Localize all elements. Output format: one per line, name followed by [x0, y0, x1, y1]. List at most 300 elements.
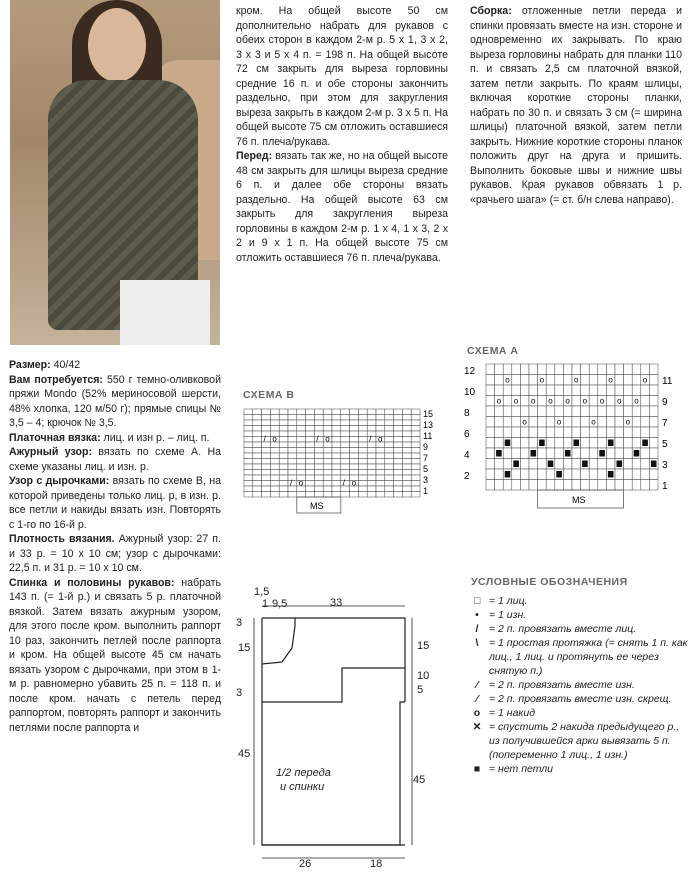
- grid-cell: [581, 448, 590, 459]
- legend-item: ⁄ = 2 п. провязать вместе изн. скрещ.: [465, 692, 690, 706]
- grid-cell: [358, 448, 367, 454]
- grid-cell: [598, 438, 607, 449]
- grid-cell: [270, 481, 279, 487]
- grid-cell: [262, 448, 271, 454]
- grid-cell: [555, 448, 564, 459]
- text-column-1: [9, 358, 221, 735]
- grid-cell: [402, 481, 411, 487]
- grid-cell: [411, 448, 420, 454]
- stitch-symbol: o: [531, 396, 536, 406]
- grid-cell: [529, 469, 538, 480]
- grid-cell: [297, 437, 306, 443]
- grid-cell: [358, 431, 367, 437]
- grid-cell: [632, 427, 641, 438]
- stitch-symbol: o: [608, 375, 613, 385]
- no-stitch-mark: [582, 461, 588, 468]
- grid-cell: [402, 459, 411, 465]
- grid-cell: [306, 431, 315, 437]
- front-heading: Перед:: [236, 150, 273, 162]
- grid-cell: [581, 480, 590, 491]
- stitch-symbol: o: [582, 396, 588, 406]
- grid-cell: [323, 415, 332, 421]
- grid-cell: [306, 459, 315, 465]
- grid-cell: [244, 426, 253, 432]
- grid-cell: [314, 464, 323, 470]
- grid-cell: [538, 364, 547, 375]
- grid-cell: [332, 475, 341, 481]
- legend-item: o = 1 накид: [465, 706, 690, 720]
- grid-cell: [332, 420, 341, 426]
- grid-cell: [376, 453, 385, 459]
- grid-cell: [288, 448, 297, 454]
- row-number: 11: [662, 376, 673, 387]
- back-text-continued: кром. На общей высоте 50 см дополнительно набрать для рукавов с обеих сторон в каждом 2-м р. 5 х 1, 3 х 2, 3 х 3 и 5 х 4 п. = 198 п. На общей высоте 72 см закрыть для выреза горловины средние 16 п. и обе стороны закончить раздельно, при этом для закругления выреза закрыть в каждом 2-м р. 3 х 5 п. На общей высоте 75 см отложить оставшиеся 76 п. плеча/рукава.: [236, 5, 448, 148]
- grid-cell: [297, 420, 306, 426]
- grid-cell: [495, 385, 504, 396]
- grid-cell: [350, 409, 359, 415]
- grid-cell: [555, 406, 564, 417]
- stitch-symbol: o: [513, 396, 519, 406]
- grid-cell: [598, 364, 607, 375]
- grid-cell: [589, 385, 598, 396]
- grid-cell: [503, 364, 512, 375]
- grid-cell: [323, 492, 332, 498]
- grid-cell: [411, 409, 420, 415]
- grid-cell: [244, 409, 253, 415]
- grid-cell: [341, 464, 350, 470]
- no-stitch-mark: [565, 450, 571, 457]
- grid-cell: [253, 426, 262, 432]
- grid-cell: [270, 470, 279, 476]
- grid-cell: [350, 420, 359, 426]
- grid-cell: [546, 375, 555, 386]
- grid-cell: [641, 364, 650, 375]
- grid-cell: [279, 453, 288, 459]
- grid-cell: [394, 431, 403, 437]
- grid-cell: [306, 481, 315, 487]
- grid-cell: [358, 492, 367, 498]
- grid-cell: [297, 431, 306, 437]
- no-stitch-mark: [651, 461, 657, 468]
- grid-cell: [341, 470, 350, 476]
- grid-cell: [538, 385, 547, 396]
- row-number: 2: [464, 471, 470, 482]
- grid-cell: [314, 459, 323, 465]
- stitch-symbol: o: [505, 375, 510, 385]
- grid-cell: [589, 459, 598, 470]
- back-heading: Спинка и половины рукавов:: [9, 576, 175, 589]
- grid-cell: [411, 453, 420, 459]
- eyelet-heading: Узор с дырочками:: [9, 475, 110, 487]
- grid-cell: [341, 426, 350, 432]
- grid-cell: [297, 464, 306, 470]
- grid-cell: [649, 438, 658, 449]
- eyelet-text: вязать по схеме В, на которой приведены только лиц. р, в изн. р. все петли и накиды вязать изн. Повторять с 1-го по 16-й р.: [9, 475, 221, 531]
- grid-cell: [385, 492, 394, 498]
- grid-cell: [641, 459, 650, 470]
- grid-cell: [385, 415, 394, 421]
- row-number: 7: [423, 453, 429, 463]
- grid-cell: [512, 448, 521, 459]
- grid-cell: [555, 375, 564, 386]
- grid-cell: [332, 481, 341, 487]
- grid-cell: [270, 420, 279, 426]
- grid-cell: [279, 464, 288, 470]
- grid-cell: [520, 375, 529, 386]
- row-number: 13: [423, 420, 434, 430]
- dim-45-left: 45: [238, 748, 251, 760]
- stitch-symbol: o: [574, 375, 579, 385]
- drop-yo-icon: ✕: [472, 721, 482, 733]
- grid-cell: [529, 406, 538, 417]
- no-stitch-mark: [548, 461, 554, 468]
- stitch-symbol: o: [325, 434, 330, 444]
- k2tog-icon: /: [475, 623, 479, 635]
- grid-cell: [641, 417, 650, 428]
- knit-icon: □: [473, 595, 481, 607]
- row-number: 5: [662, 439, 668, 450]
- grid-cell: [350, 492, 359, 498]
- grid-cell: [503, 480, 512, 491]
- grid-cell: [402, 431, 411, 437]
- grid-cell: [279, 409, 288, 415]
- grid-cell: [503, 406, 512, 417]
- grid-cell: [529, 480, 538, 491]
- grid-cell: [376, 470, 385, 476]
- grid-cell: [244, 442, 253, 448]
- no-stitch-mark: [539, 440, 545, 447]
- grid-cell: [529, 459, 538, 470]
- grid-cell: [641, 448, 650, 459]
- grid-cell: [589, 469, 598, 480]
- repeat-label: MS: [310, 501, 324, 511]
- grid-cell: [563, 417, 572, 428]
- grid-cell: [546, 417, 555, 428]
- grid-cell: [606, 364, 615, 375]
- grid-cell: [394, 437, 403, 443]
- grid-cell: [598, 469, 607, 480]
- grid-cell: [598, 417, 607, 428]
- grid-cell: [411, 475, 420, 481]
- grid-cell: [624, 375, 633, 386]
- grid-cell: [606, 385, 615, 396]
- grid-cell: [538, 469, 547, 480]
- grid-cell: [314, 481, 323, 487]
- lace-heading: Ажурный узор:: [9, 446, 92, 458]
- no-stitch-mark: [505, 440, 511, 447]
- grid-cell: [297, 415, 306, 421]
- grid-cell: [394, 453, 403, 459]
- grid-cell: [332, 415, 341, 421]
- text-column-3: [470, 4, 682, 207]
- grid-cell: [332, 448, 341, 454]
- grid-cell: [649, 364, 658, 375]
- grid-cell: [555, 459, 564, 470]
- grid-cell: [244, 420, 253, 426]
- grid-cell: [520, 427, 529, 438]
- grid-cell: [253, 431, 262, 437]
- legend-title: УСЛОВНЫЕ ОБОЗНАЧЕНИЯ: [471, 576, 628, 588]
- grid-cell: [262, 492, 271, 498]
- grid-cell: [394, 464, 403, 470]
- grid-cell: [385, 448, 394, 454]
- grid-cell: [615, 469, 624, 480]
- grid-cell: [385, 453, 394, 459]
- grid-cell: [606, 427, 615, 438]
- grid-cell: [367, 415, 376, 421]
- grid-cell: [411, 442, 420, 448]
- grid-cell: [563, 385, 572, 396]
- grid-cell: [306, 486, 315, 492]
- stitch-symbol: o: [625, 417, 631, 427]
- grid-cell: [306, 470, 315, 476]
- grid-cell: [411, 486, 420, 492]
- row-number: 4: [464, 450, 470, 461]
- grid-cell: [270, 453, 279, 459]
- grid-cell: [520, 480, 529, 491]
- grid-cell: [632, 469, 641, 480]
- grid-cell: [649, 469, 658, 480]
- grid-cell: [486, 417, 495, 428]
- grid-cell: [297, 426, 306, 432]
- grid-cell: [520, 385, 529, 396]
- grid-cell: [581, 438, 590, 449]
- grid-cell: [495, 438, 504, 449]
- stitch-symbol: o: [634, 396, 639, 406]
- grid-cell: [641, 396, 650, 407]
- dim-3-top: 3: [236, 617, 243, 629]
- grid-cell: [367, 409, 376, 415]
- grid-cell: [262, 459, 271, 465]
- grid-cell: [323, 481, 332, 487]
- grid-cell: [394, 486, 403, 492]
- grid-cell: [563, 406, 572, 417]
- grid-cell: [323, 475, 332, 481]
- grid-cell: [244, 470, 253, 476]
- grid-cell: [350, 415, 359, 421]
- grid-cell: [394, 475, 403, 481]
- grid-cell: [332, 437, 341, 443]
- grid-cell: [546, 480, 555, 491]
- grid-cell: [598, 406, 607, 417]
- grid-cell: [314, 426, 323, 432]
- garter-heading: Платочная вязка:: [9, 431, 101, 444]
- row-number: 15: [423, 409, 434, 419]
- grid-cell: [314, 453, 323, 459]
- grid-cell: [314, 409, 323, 415]
- grid-cell: [649, 375, 658, 386]
- row-number: 12: [464, 366, 476, 377]
- stitch-symbol: o: [556, 417, 562, 427]
- grid-cell: [376, 459, 385, 465]
- legend-item: • = 1 изн.: [465, 608, 690, 622]
- grid-cell: [323, 459, 332, 465]
- grid-cell: [279, 486, 288, 492]
- grid-cell: [589, 364, 598, 375]
- grid-cell: [402, 464, 411, 470]
- grid-cell: [244, 431, 253, 437]
- grid-cell: [486, 396, 495, 407]
- grid-cell: [581, 427, 590, 438]
- grid-cell: [563, 469, 572, 480]
- dim-1: 1: [262, 598, 269, 610]
- legend-item: □ = 1 лиц.: [465, 594, 690, 608]
- grid-cell: [385, 437, 394, 443]
- grid-cell: [279, 442, 288, 448]
- grid-cell: [486, 385, 495, 396]
- grid-cell: [332, 426, 341, 432]
- grid-cell: [385, 426, 394, 432]
- grid-cell: [624, 427, 633, 438]
- grid-cell: [572, 406, 581, 417]
- grid-cell: [615, 406, 624, 417]
- grid-cell: [649, 417, 658, 428]
- grid-cell: [279, 431, 288, 437]
- grid-cell: [615, 417, 624, 428]
- grid-cell: [402, 442, 411, 448]
- row-number: 5: [423, 464, 429, 474]
- grid-cell: [538, 480, 547, 491]
- grid-cell: [563, 480, 572, 491]
- grid-cell: [563, 459, 572, 470]
- grid-cell: [394, 415, 403, 421]
- grid-cell: [297, 459, 306, 465]
- grid-cell: [402, 420, 411, 426]
- grid-cell: [376, 409, 385, 415]
- grid-cell: [358, 475, 367, 481]
- grid-cell: [624, 480, 633, 491]
- assembly-heading: Сборка:: [470, 5, 512, 17]
- grid-cell: [598, 459, 607, 470]
- grid-cell: [615, 375, 624, 386]
- grid-cell: [323, 426, 332, 432]
- grid-cell: [503, 396, 512, 407]
- stitch-symbol: o: [539, 375, 545, 385]
- grid-cell: [589, 396, 598, 407]
- grid-cell: [262, 464, 271, 470]
- no-stitch-mark: [496, 450, 502, 457]
- grid-cell: [358, 470, 367, 476]
- schema-a-title: СХЕМА А: [467, 345, 519, 357]
- grid-cell: [350, 442, 359, 448]
- grid-cell: [624, 406, 633, 417]
- grid-cell: [288, 420, 297, 426]
- grid-cell: [244, 459, 253, 465]
- stitch-symbol: o: [548, 396, 553, 406]
- grid-cell: [244, 475, 253, 481]
- grid-cell: [598, 427, 607, 438]
- row-number: 6: [464, 429, 470, 440]
- model-face: [88, 8, 146, 82]
- grid-cell: [358, 437, 367, 443]
- grid-cell: [306, 426, 315, 432]
- stitch-symbol: o: [599, 396, 605, 406]
- grid-cell: [279, 459, 288, 465]
- grid-cell: [411, 415, 420, 421]
- grid-cell: [341, 459, 350, 465]
- grid-cell: [402, 426, 411, 432]
- grid-cell: [332, 442, 341, 448]
- grid-cell: [323, 409, 332, 415]
- grid-cell: [495, 469, 504, 480]
- grid-cell: [297, 448, 306, 454]
- dim-5: 5: [417, 684, 424, 696]
- grid-cell: [486, 459, 495, 470]
- dim-18: 18: [370, 858, 383, 870]
- grid-cell: [376, 426, 385, 432]
- grid-cell: [253, 442, 262, 448]
- dim-3-bottom: 3: [236, 687, 243, 699]
- stitch-symbol: o: [378, 434, 383, 444]
- grid-cell: [563, 364, 572, 375]
- grid-cell: [306, 464, 315, 470]
- row-number: 11: [423, 431, 433, 441]
- grid-cell: [279, 481, 288, 487]
- grid-cell: [253, 464, 262, 470]
- grid-cell: [253, 448, 262, 454]
- grid-cell: [376, 464, 385, 470]
- grid-cell: [279, 475, 288, 481]
- grid-cell: [270, 459, 279, 465]
- grid-cell: [358, 426, 367, 432]
- grid-cell: [270, 409, 279, 415]
- grid-cell: [323, 448, 332, 454]
- grid-cell: [538, 427, 547, 438]
- grid-cell: [555, 385, 564, 396]
- pattern-diagram: [230, 590, 465, 873]
- size-heading: Размер:: [9, 359, 51, 371]
- no-stitch-mark: [642, 440, 648, 447]
- grid-cell: [411, 464, 420, 470]
- grid-cell: [253, 486, 262, 492]
- stitch-symbol: /: [290, 478, 293, 488]
- front-text: вязать так же, но на общей высоте 48 см закрыть для шлицы выреза средние 6 п. и далее обе стороны вязать раздельно. На общей высоте 63 см закрыть для закругления выреза горловины в каждом 2-м р. 1 х 4, 1 х 3, 2 х 2 и 9 х 1 п. На общей высоте 75 см отложить оставшиеся 76 п. плеча/рукава.: [236, 150, 448, 264]
- grid-cell: [385, 481, 394, 487]
- grid-cell: [402, 453, 411, 459]
- grid-cell: [323, 453, 332, 459]
- grid-cell: [306, 442, 315, 448]
- grid-cell: [270, 464, 279, 470]
- grid-cell: [632, 459, 641, 470]
- garter-text: лиц. и изн р. – лиц. п.: [100, 431, 210, 444]
- grid-cell: [411, 426, 420, 432]
- grid-cell: [367, 464, 376, 470]
- grid-cell: [341, 453, 350, 459]
- grid-cell: [367, 448, 376, 454]
- grid-cell: [538, 448, 547, 459]
- grid-cell: [624, 438, 633, 449]
- legend: [465, 594, 690, 776]
- grid-cell: [503, 427, 512, 438]
- no-stitch-mark: [531, 450, 537, 457]
- grid-cell: [367, 470, 376, 476]
- stitch-symbol: /: [316, 434, 319, 444]
- grid-cell: [649, 448, 658, 459]
- grid-cell: [503, 459, 512, 470]
- grid-cell: [367, 492, 376, 498]
- grid-cell: [495, 406, 504, 417]
- grid-cell: [376, 492, 385, 498]
- grid-cell: [341, 442, 350, 448]
- no-stitch-icon: ■: [473, 763, 481, 775]
- grid-cell: [262, 420, 271, 426]
- grid-cell: [589, 448, 598, 459]
- row-number: 7: [662, 418, 668, 429]
- grid-cell: [589, 406, 598, 417]
- grid-cell: [572, 469, 581, 480]
- row-number: 1: [423, 486, 429, 496]
- stitch-symbol: o: [496, 396, 502, 406]
